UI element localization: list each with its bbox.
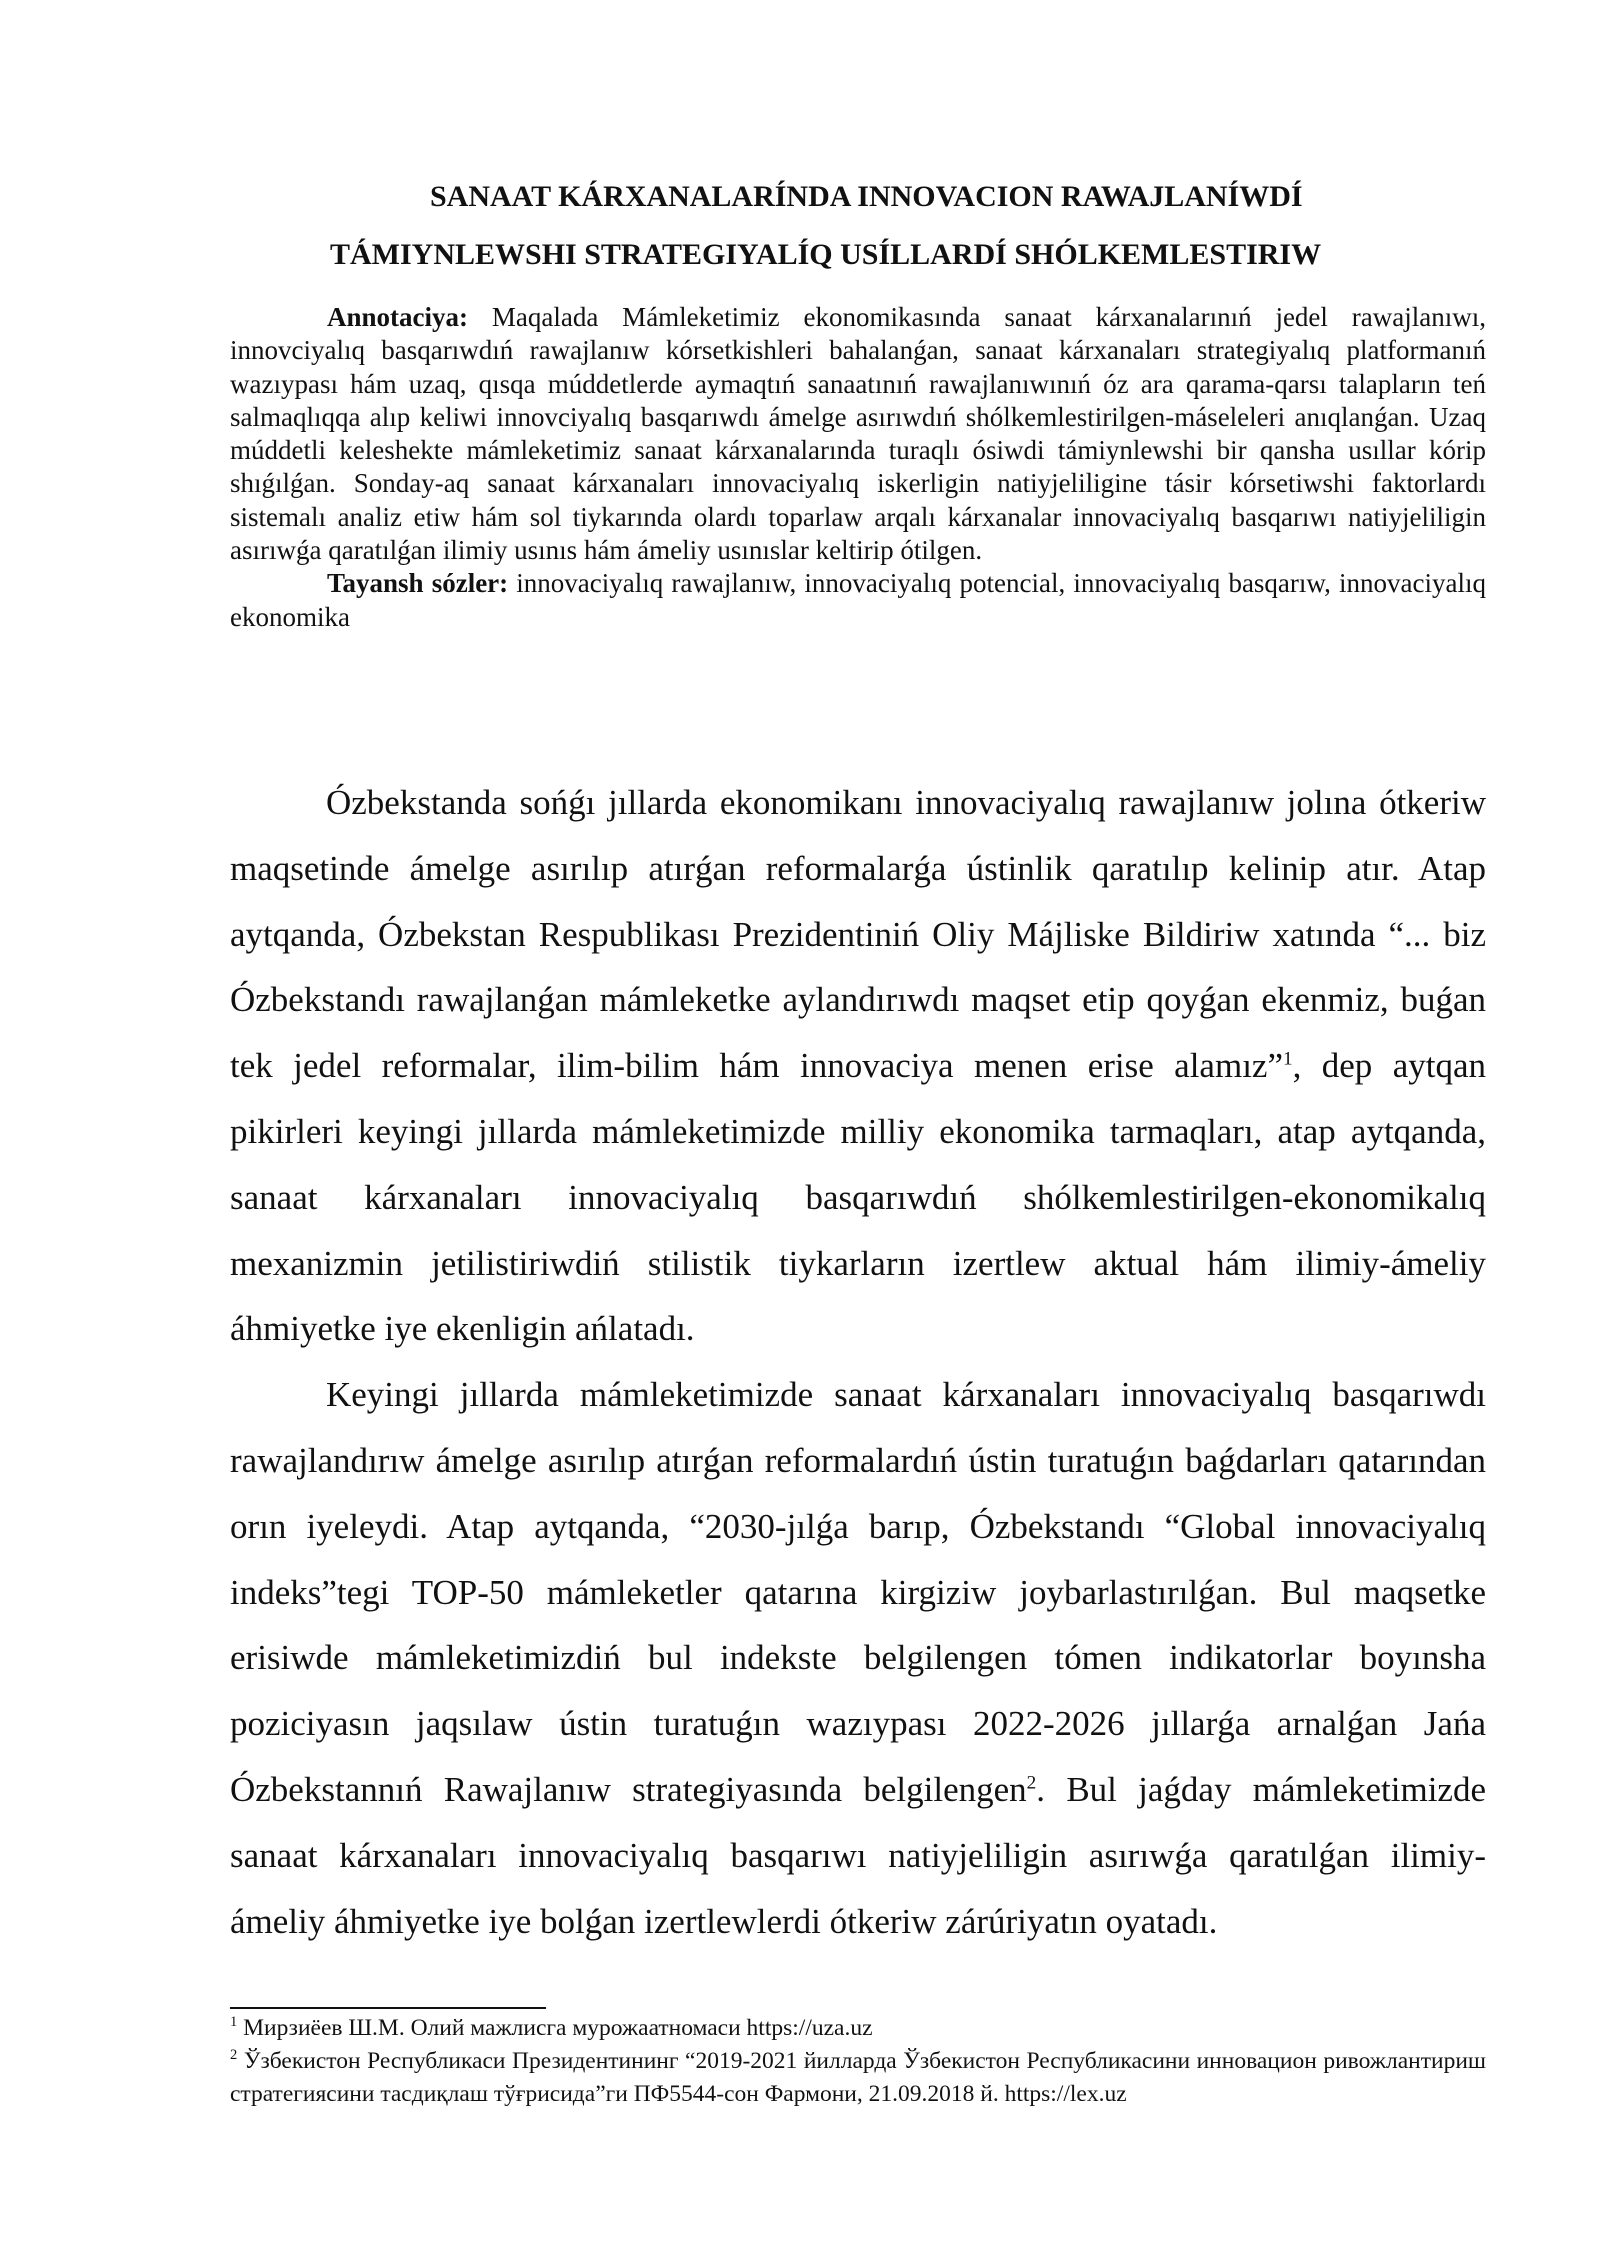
p2-text-a: Keyingi jıllarda mámleketimizde sanaat kárxanaları innovaciyalıq basqarıwdı rawajlandırıw ámelge asırılıp atırǵan reformalardıń ústin turatuǵın baǵdarları qatarından orın iyeleydi. Atap aytqanda, “2030-jılǵa barıp, Ózbekstandı “Global innovaciyalıq indeks”tegi TOP-50 mámleketler qatarına kirgiziw joybarlastırılǵan. Bul maqsetke erisiwde mámleketimizdiń bul indekste belgilengen tómen indikatorlar boyınsha poziciyasın jaqsılaw ústin turatuǵın wazıypası 2022-2026 jıllarǵa arnalǵan Jańa Ózbekstannıń Rawajlanıw strategiyasında belgilengen bbox=[230, 1375, 1486, 1809]
footnotes bbox=[230, 2012, 1486, 2111]
paper-title bbox=[230, 168, 1486, 284]
keywords-label: Tayansh sózler: bbox=[327, 568, 509, 599]
footnote-separator bbox=[230, 2007, 546, 2009]
footnote-ref-1[interactable]: 1 bbox=[1282, 1048, 1293, 1070]
footnote-mark-2: 2 bbox=[230, 2047, 238, 2064]
abstract-section bbox=[230, 301, 1486, 634]
footnote-ref-2[interactable]: 2 bbox=[1026, 1772, 1037, 1794]
keywords-text: innovaciyalıq rawajlanıw, innovaciyalıq potencial, innovaciyalıq basqarıw, innovaciyalıq ekonomika bbox=[230, 568, 1486, 632]
body-paragraph-2 bbox=[230, 1362, 1486, 1954]
p1-text-b: , dep aytqan pikirleri keyingi jıllarda mámleketimizde milliy ekonomika tarmaqları, atap aytqanda, sanaat kárxanaları innovaciyalıq basqarıwdıń shólkemlestirilgen-ekonomikalıq mexanizmin jetilistiriwdiń stilistik tiykarların izertlew aktual hám ilimiy-ámeliy áhmiyetke iye ekenligin ańlatadı. bbox=[230, 1046, 1486, 1349]
body-paragraph-1 bbox=[230, 770, 1486, 1362]
footnote-2-text: Ўзбекистон Республикаси Президентининг “2019-2021 йилларда Ўзбекистон Республикасини инновацион ривожлантириш стратегиясини тасдиқлаш тўғрисида”ги ПФ5544-сон Фармони, 21.09.2018 й. https://lex.uz bbox=[230, 2048, 1486, 2107]
keywords-paragraph bbox=[230, 567, 1486, 634]
abstract-paragraph bbox=[230, 301, 1486, 567]
body-text bbox=[230, 770, 1486, 1954]
footnote-2 bbox=[230, 2045, 1486, 2111]
footnote-1-text: Мирзиёев Ш.М. Олий мажлисга мурожаатномаси https://uza.uz bbox=[237, 2015, 873, 2041]
p2-text-b: . Bul jaǵday mámleketimizde sanaat kárxanaları innovaciyalıq basqarıwı natiyjeliligin asırıwǵa qaratılǵan ilimiy-ámeliy áhmiyetke iye bolǵan izertlewlerdi ótkeriw zárúriyatın oyatadı. bbox=[230, 1769, 1486, 1941]
abstract-label: Annotaciya: bbox=[327, 302, 468, 332]
abstract-text: Maqalada Mámleketimiz ekonomikasında sanaat kárxanalarınıń jedel rawajlanıwı, innovciyalıq basqarıwdıń rawajlanıw kórsetkishleri bahalanǵan, sanaat kárxanaları strategiyalıq platformanıń wazıypası hám uzaq, qısqa múddetlerde aymaqtıń sanaatınıń rawajlanıwınıń óz ara qarama-qarsı talapların teń salmaqlıqqa alıp keliwi innovciyalıq basqarıwdı ámelge asırıwdıń shólkemlestirilgen-máseleleri anıqlanǵan. Uzaq múddetli keleshekte mámleketimiz sanaat kárxanalarında turaqlı ósiwdi támiynlewshi bir qansha usıllar kórip shıǵılǵan. Sonday-aq sanaat kárxanaları innovaciyalıq iskerligin natiyjeliligine tásir kórsetiwshi faktorlardı sistemalı analiz etiw hám sol tiykarında olardı toparlaw arqalı kárxanalar innovaciyalıq basqarıwı natiyjeliligin asırıwǵa qaratılǵan ilimiy usınıs hám ámeliy usınıslar keltirip ótilgen. bbox=[230, 302, 1486, 566]
footnote-1 bbox=[230, 2012, 1486, 2045]
footnote-mark-1: 1 bbox=[230, 2014, 238, 2031]
title-line-1: SANAAT KÁRXANALARÍNDA INNOVACION RAWAJLANÍWDÍ bbox=[430, 180, 1303, 214]
p1-text-a: Ózbekstanda sońǵı jıllarda ekonomikanı innovaciyalıq rawajlanıw jolına ótkeriw maqsetinde ámelge asırılıp atırǵan reformalarǵa ústinlik qaratılıp kelinip atır. Atap aytqanda, Ózbekstan Respublikası Prezidentiniń Oliy Májliske Bildiriw xatında “... biz Ózbekstandı rawajlanǵan mámleketke aylandırıwdı maqset etip qoyǵan ekenmiz, buǵan tek jedel reformalar, ilim-bilim hám innovaciya menen erise alamız” bbox=[230, 783, 1486, 1086]
title-line-2: TÁMIYNLEWSHI STRATEGIYALÍQ USÍLLARDÍ SHÓLKEMLESTIRIW bbox=[330, 238, 1322, 272]
